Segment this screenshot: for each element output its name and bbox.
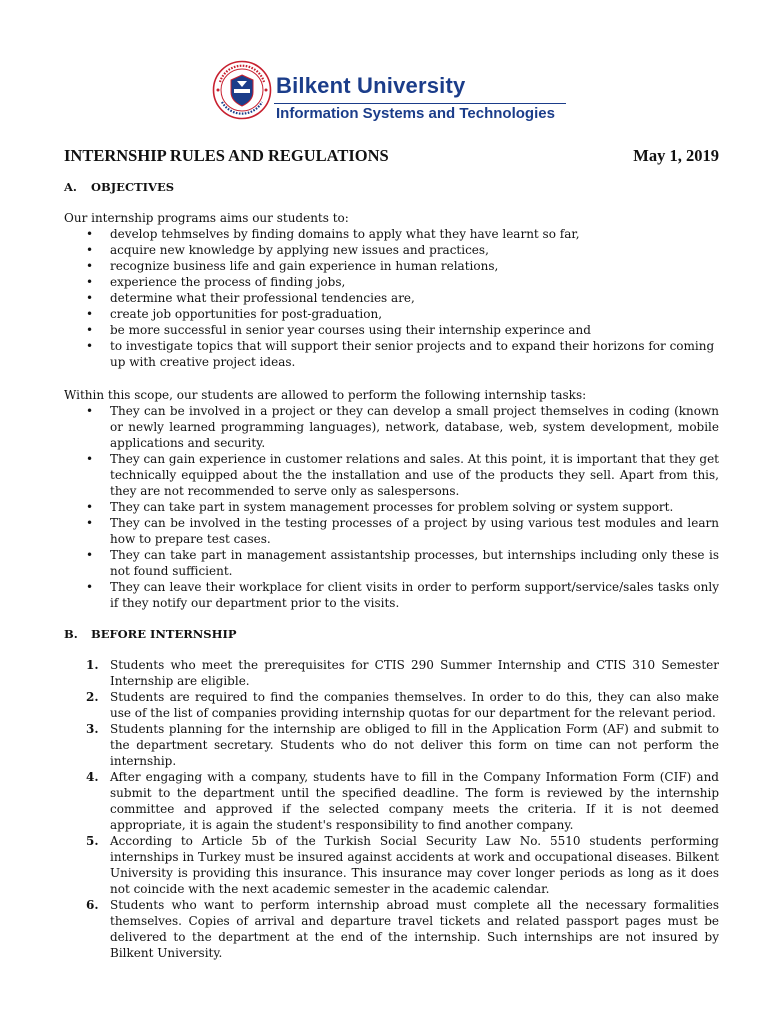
list-item: • acquire new knowledge by applying new issues and practices, (64, 242, 719, 258)
list-item: • be more successful in senior year courses using their internship experince and (64, 322, 719, 338)
university-name: Bilkent University (276, 73, 466, 98)
list-item (64, 689, 719, 721)
list-item: • They can be involved in the testing processes of a project by using various test modules and learn how to prepare test cases. (64, 515, 719, 547)
list-item (64, 721, 719, 769)
objectives-intro: Our internship programs aims our students to: (64, 211, 349, 225)
item-number: 5. (86, 834, 99, 848)
list-item (64, 897, 719, 961)
list-item (64, 657, 719, 689)
letterhead (212, 60, 572, 124)
objectives-list (64, 226, 719, 370)
list-item (64, 833, 719, 897)
item-number: 4. (86, 770, 99, 784)
tasks-list (64, 403, 719, 611)
list-item: • They can gain experience in customer relations and sales. At this point, it is important that they get technically equipped about the the installation and use of the products they sell. Apart from this, they are not recommended to serve only as salespersons. (64, 451, 719, 499)
document-title: INTERNSHIP RULES AND REGULATIONS (64, 146, 389, 165)
list-item: • They can take part in management assistantship processes, but internships including only these is not found sufficient. (64, 547, 719, 579)
item-text: Students who meet the prerequisites for CTIS 290 Summer Internship and CTIS 310 Semester Internship are eligible. (110, 658, 719, 688)
list-item: • determine what their professional tendencies are, (64, 290, 719, 306)
section-b-heading (64, 627, 236, 641)
item-number: 2. (86, 690, 99, 704)
list-item: • develop tehmselves by finding domains to apply what they have learnt so far, (64, 226, 719, 242)
item-text: Students who want to perform internship abroad must complete all the necessary formalities themselves. Copies of arrival and departure travel tickets and related passport pages must be delivered to the department at the end of the internship. Such internships are not insured by Bilkent University. (110, 898, 719, 960)
item-text: According to Article 5b of the Turkish Social Security Law No. 5510 students performing internships in Turkey must be insured against accidents at work and occupational diseases. Bilkent University is providing this insurance. This insurance may cover longer periods as long as it does not coincide with the next academic semester in the academic calendar. (110, 834, 719, 896)
before-internship-list (64, 657, 719, 961)
item-text: Students planning for the internship are obliged to fill in the Application Form (AF) and submit to the department secretary. Students who do not deliver this form on time can not perform the internship. (110, 722, 719, 768)
section-title: BEFORE INTERNSHIP (91, 627, 237, 641)
item-text: After engaging with a company, students have to fill in the Company Information Form (CIF) and submit to the department until the specified deadline. The form is reviewed by the internship committee and approved if the selected company meets the criteria. If it is not deemed appropriate, it is again the student's responsibility to find another company. (110, 770, 719, 832)
department-name: Information Systems and Technologies (276, 105, 555, 122)
university-seal-icon (212, 60, 272, 120)
list-item: • experience the process of finding jobs, (64, 274, 719, 290)
header-divider (274, 103, 566, 104)
section-title: OBJECTIVES (91, 180, 175, 194)
list-item: • create job opportunities for post-graduation, (64, 306, 719, 322)
list-item (64, 769, 719, 833)
document-date: May 1, 2019 (633, 146, 719, 165)
item-number: 3. (86, 722, 99, 736)
section-a-heading (64, 180, 174, 194)
item-number: 1. (86, 658, 99, 672)
list-item: • They can be involved in a project or they can develop a small project themselves in coding (known or newly learned programming languages), network, database, web, system development, mobile applications and security. (64, 403, 719, 451)
list-item: • They can take part in system management processes for problem solving or system support. (64, 499, 719, 515)
list-item: • to investigate topics that will support their senior projects and to expand their horizons for coming up with creative project ideas. (64, 338, 719, 370)
item-number: 6. (86, 898, 99, 912)
section-letter: A. (64, 180, 77, 194)
list-item: • recognize business life and gain experience in human relations, (64, 258, 719, 274)
list-item: • They can leave their workplace for client visits in order to perform support/service/sales tasks only if they notify our department prior to the visits. (64, 579, 719, 611)
tasks-intro: Within this scope, our students are allowed to perform the following internship tasks: (64, 388, 587, 402)
item-text: Students are required to find the companies themselves. In order to do this, they can also make use of the list of companies providing internship quotas for our department for the relevant period. (110, 690, 719, 720)
section-letter: B. (64, 627, 78, 641)
